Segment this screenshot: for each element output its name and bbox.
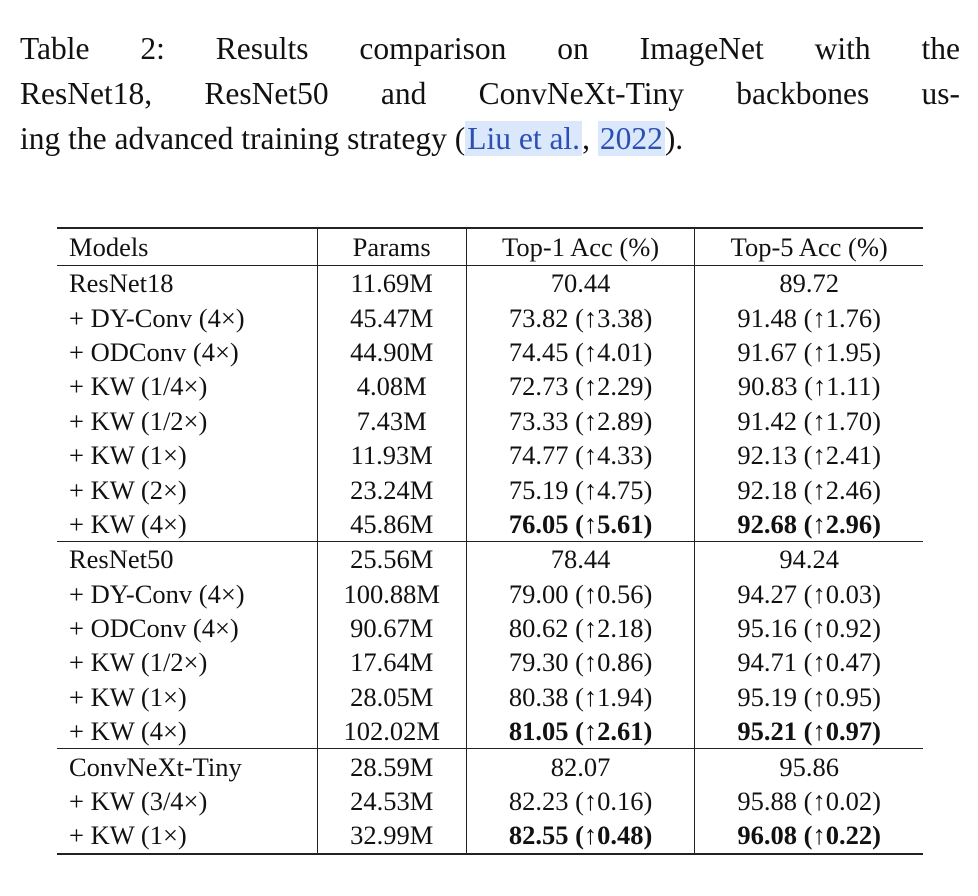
cell-top1: 70.44 <box>466 266 695 301</box>
cell-params: 24.53M <box>317 784 466 818</box>
table-row <box>57 472 923 506</box>
table-row <box>57 404 923 438</box>
table-group <box>57 542 923 749</box>
results-table <box>57 227 923 855</box>
cell-top5: 94.27 (↑0.03) <box>695 577 923 611</box>
table-row <box>57 438 923 472</box>
table-row <box>57 645 923 679</box>
cell-top1: 76.05 (↑5.61) <box>466 507 695 542</box>
cell-top5: 94.24 <box>695 542 923 577</box>
cell-top1: 78.44 <box>466 542 695 577</box>
cell-top1: 80.62 (↑2.18) <box>466 611 695 645</box>
cell-model: + KW (3/4×) <box>69 786 208 817</box>
cell-model: + ODConv (4×) <box>69 336 239 367</box>
cell-model: + KW (2×) <box>69 474 187 505</box>
cell-params: 4.08M <box>317 369 466 403</box>
caption-line-2: ResNet18, ResNet50 and ConvNeXt-Tiny backbones us- <box>20 76 960 111</box>
table-row <box>57 680 923 714</box>
cell-top5: 95.19 (↑0.95) <box>695 680 923 714</box>
cell-model: + KW (1/2×) <box>69 405 208 436</box>
cell-model: + KW (1×) <box>69 681 187 712</box>
caption-line-3-suffix: ). <box>664 121 684 156</box>
cell-top5: 95.86 <box>695 749 923 784</box>
cell-params: 7.43M <box>317 404 466 438</box>
cell-model: + ODConv (4×) <box>69 613 239 644</box>
cell-params: 100.88M <box>317 577 466 611</box>
cell-params: 11.93M <box>317 438 466 472</box>
caption-line-3-prefix: ing the advanced training strategy ( <box>20 121 466 156</box>
table-row <box>57 749 923 784</box>
cell-params: 45.86M <box>317 507 466 542</box>
cell-top1: 73.33 (↑2.89) <box>466 404 695 438</box>
cell-model: + KW (4×) <box>69 508 187 539</box>
cell-top5: 92.13 (↑2.41) <box>695 438 923 472</box>
header-top1-acc: Top-1 Acc (%) <box>466 228 695 266</box>
cell-model: + KW (4×) <box>69 716 187 747</box>
cell-params: 28.05M <box>317 680 466 714</box>
table-row <box>57 818 923 853</box>
header-top5-acc: Top-5 Acc (%) <box>695 228 923 266</box>
table-group <box>57 749 923 854</box>
cell-top1: 74.45 (↑4.01) <box>466 335 695 369</box>
cell-top1: 82.23 (↑0.16) <box>466 784 695 818</box>
cell-top1: 79.30 (↑0.86) <box>466 645 695 679</box>
table-row <box>57 611 923 645</box>
cell-model: + KW (1×) <box>69 440 187 471</box>
cell-model: ConvNeXt-Tiny <box>69 751 242 782</box>
caption-line-3 <box>20 116 960 161</box>
cell-top5: 95.21 (↑0.97) <box>695 714 923 749</box>
cell-top5: 95.88 (↑0.02) <box>695 784 923 818</box>
cell-top5: 91.42 (↑1.70) <box>695 404 923 438</box>
cell-params: 17.64M <box>317 645 466 679</box>
cell-model: + KW (1/2×) <box>69 647 208 678</box>
table-header-row <box>57 228 923 266</box>
cell-top5: 91.67 (↑1.95) <box>695 335 923 369</box>
header-params: Params <box>317 228 466 266</box>
table-row <box>57 784 923 818</box>
header-models: Models <box>69 232 149 262</box>
cell-params: 32.99M <box>317 818 466 853</box>
cell-top1: 72.73 (↑2.29) <box>466 369 695 403</box>
table-row <box>57 507 923 542</box>
cell-params: 25.56M <box>317 542 466 577</box>
cell-params: 11.69M <box>317 266 466 301</box>
cell-model: ResNet50 <box>69 544 174 575</box>
cell-top5: 89.72 <box>695 266 923 301</box>
cell-model: + DY-Conv (4×) <box>69 302 245 333</box>
cell-params: 28.59M <box>317 749 466 784</box>
table-group <box>57 266 923 542</box>
table-row <box>57 577 923 611</box>
caption-line-1: Table 2: Results comparison on ImageNet with the <box>20 31 960 66</box>
cell-params: 44.90M <box>317 335 466 369</box>
cell-model: + DY-Conv (4×) <box>69 578 245 609</box>
cell-top1: 82.55 (↑0.48) <box>466 818 695 853</box>
cell-top1: 79.00 (↑0.56) <box>466 577 695 611</box>
cell-top1: 80.38 (↑1.94) <box>466 680 695 714</box>
cell-top5: 92.68 (↑2.96) <box>695 507 923 542</box>
cell-model: + KW (1×) <box>69 820 187 851</box>
cell-top1: 81.05 (↑2.61) <box>466 714 695 749</box>
cell-top5: 91.48 (↑1.76) <box>695 300 923 334</box>
cell-top5: 94.71 (↑0.47) <box>695 645 923 679</box>
table-row <box>57 542 923 577</box>
cell-top5: 96.08 (↑0.22) <box>695 818 923 853</box>
cell-params: 90.67M <box>317 611 466 645</box>
cell-top1: 73.82 (↑3.38) <box>466 300 695 334</box>
cell-top5: 92.18 (↑2.46) <box>695 472 923 506</box>
table-row <box>57 266 923 301</box>
citation-year-link[interactable]: 2022 <box>599 121 663 156</box>
table-row <box>57 714 923 749</box>
cell-model: + KW (1/4×) <box>69 371 208 402</box>
cell-params: 45.47M <box>317 300 466 334</box>
cell-params: 23.24M <box>317 472 466 506</box>
table-row <box>57 335 923 369</box>
table-row <box>57 300 923 334</box>
table-row <box>57 369 923 403</box>
cell-top1: 82.07 <box>466 749 695 784</box>
cell-params: 102.02M <box>317 714 466 749</box>
table-caption <box>20 26 960 161</box>
cell-top5: 90.83 (↑1.11) <box>695 369 923 403</box>
cell-top1: 75.19 (↑4.75) <box>466 472 695 506</box>
citation-author-link[interactable]: Liu et al. <box>467 121 581 156</box>
cell-top1: 74.77 (↑4.33) <box>466 438 695 472</box>
cell-top5: 95.16 (↑0.92) <box>695 611 923 645</box>
citation-separator: , <box>582 121 598 156</box>
cell-model: ResNet18 <box>69 268 174 299</box>
